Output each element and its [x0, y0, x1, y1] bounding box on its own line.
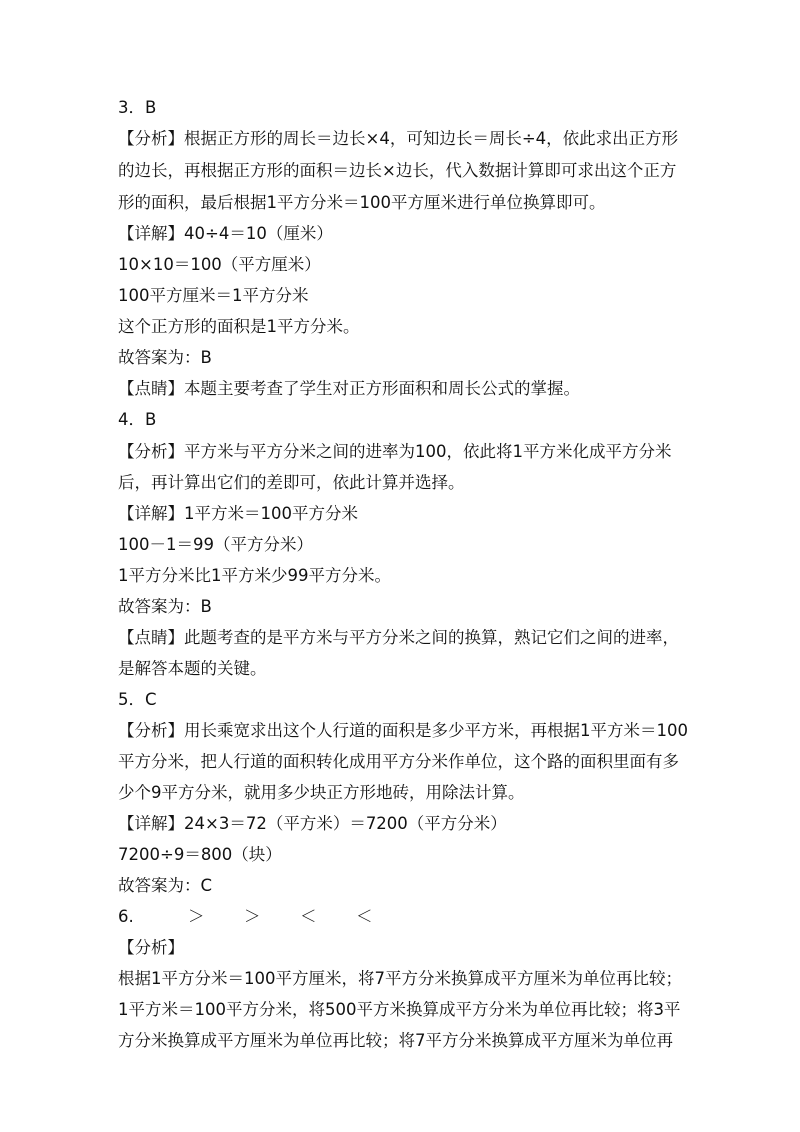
detail-3-line-2: 10×10＝100（平方厘米）: [118, 255, 321, 274]
answer-6-symbol-3: ＜: [300, 907, 317, 926]
analysis-6-line-2: 1平方米＝100平方分米，将500平方米换算成平方分米为单位再比较；将3平: [118, 1000, 681, 1019]
answer-3-heading: 3．B: [118, 98, 157, 117]
answer-4-result: 故答案为：B: [118, 597, 212, 616]
analysis-5-line-1: 【分析】用长乘宽求出这个人行道的面积是多少平方米，再根据1平方米＝100: [118, 721, 688, 740]
detail-5-line-1: 【详解】24×3＝72（平方米）＝7200（平方分米）: [118, 814, 507, 833]
detail-4-line-1: 【详解】1平方米＝100平方分米: [118, 504, 358, 523]
analysis-6-line-3: 方分米换算成平方厘米为单位再比较；将7平方分米换算成平方厘米为单位再: [118, 1031, 673, 1050]
analysis-6-line-1: 根据1平方分米＝100平方厘米，将7平方分米换算成平方厘米为单位再比较；: [118, 969, 682, 988]
answer-5-heading: 5．C: [118, 690, 157, 709]
analysis-5-line-3: 少个9平方分米，就用多少块正方形地砖，用除法计算。: [118, 783, 525, 802]
detail-3-line-1: 【详解】40÷4＝10（厘米）: [118, 224, 333, 243]
answer-4-heading: 4．B: [118, 410, 157, 429]
analysis-3-line-3: 形的面积，最后根据1平方分米＝100平方厘米进行单位换算即可。: [118, 193, 606, 212]
detail-4-line-2: 100－1＝99（平方分米）: [118, 535, 313, 554]
answer-6-row: [118, 906, 688, 928]
analysis-6-heading: 【分析】: [118, 938, 184, 957]
answer-6-symbol-4: ＜: [356, 907, 373, 926]
answer-6-symbol-1: ＞: [188, 907, 205, 926]
analysis-5-line-2: 平方分米，把人行道的面积转化成用平方分米作单位，这个路的面积里面有多: [118, 752, 679, 771]
comment-4-line-1: 【点睛】此题考查的是平方米与平方分米之间的换算，熟记它们之间的进率，: [118, 628, 679, 647]
detail-4-line-3: 1平方分米比1平方米少99平方分米。: [118, 566, 391, 585]
comment-4-line-2: 是解答本题的关键。: [118, 659, 267, 678]
analysis-4-line-1: 【分析】平方米与平方分米之间的进率为100，依此将1平方米化成平方分米: [118, 442, 672, 461]
answer-6-symbol-2: ＞: [244, 907, 261, 926]
analysis-3-line-2: 的边长，再根据正方形的面积＝边长×边长，代入数据计算即可求出这个正方: [118, 161, 677, 180]
detail-3-line-3: 100平方厘米＝1平方分米: [118, 286, 309, 305]
analysis-3-line-1: 【分析】根据正方形的周长＝边长×4，可知边长＝周长÷4，依此求出正方形: [118, 129, 679, 148]
detail-3-line-4: 这个正方形的面积是1平方分米。: [118, 317, 360, 336]
analysis-4-line-2: 后，再计算出它们的差即可，依此计算并选择。: [118, 473, 465, 492]
answer-5-result: 故答案为：C: [118, 876, 213, 895]
answer-3-result: 故答案为：B: [118, 348, 212, 367]
detail-5-line-2: 7200÷9＝800（块）: [118, 845, 282, 864]
comment-3: 【点睛】本题主要考查了学生对正方形面积和周长公式的掌握。: [118, 379, 580, 398]
answer-6-number: 6.: [118, 907, 134, 926]
